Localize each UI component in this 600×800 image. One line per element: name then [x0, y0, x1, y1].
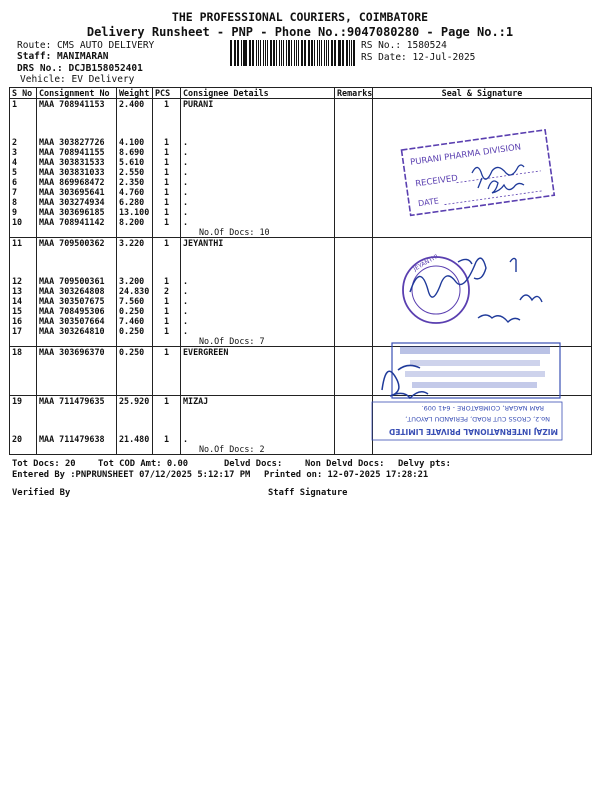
cell-consignee: PURANI	[181, 99, 335, 110]
printed-on: Printed on: 12-07-2025 17:28:21	[264, 470, 429, 480]
cell-docs-count: No.Of Docs: 10	[181, 227, 335, 238]
cell-sno: 10	[10, 217, 37, 227]
verified-by: Verified By	[12, 488, 71, 498]
cell-weight: 2.550	[117, 167, 153, 177]
cell-weight: 4.100	[117, 137, 153, 147]
cell-consignment-no: MAA 303827726	[37, 137, 117, 147]
cell-consignee: .	[181, 286, 335, 296]
cell-weight: 3.200	[117, 276, 153, 286]
cell-consignee: .	[181, 316, 335, 326]
mizaj-stamp-city: RAM NAGAR, COIMBATORE - 641 009.	[421, 404, 544, 412]
cell-consignee: JEYANTHI	[181, 238, 335, 249]
cell-weight: 21.480	[117, 434, 153, 444]
cell-sno: 19	[10, 396, 37, 407]
cell-pcs: 1	[153, 306, 181, 316]
cell-sno: 2	[10, 137, 37, 147]
cell-consignee: .	[181, 276, 335, 286]
cell-weight: 24.830	[117, 286, 153, 296]
cell-pcs: 1	[153, 99, 181, 110]
col-pcs: PCS	[153, 88, 181, 99]
cell-consignee: .	[181, 167, 335, 177]
cell-sno: 11	[10, 238, 37, 249]
cell-weight: 7.560	[117, 296, 153, 306]
cell-consignment-no: MAA 708495306	[37, 306, 117, 316]
runsheet-subtitle: Delivery Runsheet - PNP - Phone No.:9047080280 - Page No.:1	[86, 25, 514, 39]
cell-pcs: 1	[153, 197, 181, 207]
evergreen-signature	[382, 365, 428, 398]
drs-number: DRS No.: DCJB158052401	[17, 63, 143, 74]
cell-pcs: 1	[153, 238, 181, 249]
jeyanthi-seal	[403, 253, 469, 323]
cell-pcs: 1	[153, 177, 181, 187]
cell-consignment-no: MAA 303264810	[37, 326, 117, 336]
cell-pcs: 1	[153, 296, 181, 306]
cell-docs-count: No.Of Docs: 2	[181, 444, 335, 455]
cell-sno: 16	[10, 316, 37, 326]
cell-sno: 17	[10, 326, 37, 336]
rs-number: RS No.: 1580524	[361, 40, 447, 51]
cell-pcs: 1	[153, 326, 181, 336]
cell-sno: 6	[10, 177, 37, 187]
cell-weight: 25.920	[117, 396, 153, 407]
cell-consignee: MIZAJ	[181, 396, 335, 407]
cell-sno: 18	[10, 347, 37, 358]
cell-consignee: .	[181, 197, 335, 207]
purani-handwriting	[472, 165, 524, 193]
cell-weight: 8.690	[117, 147, 153, 157]
cell-consignment-no: MAA 708941155	[37, 147, 117, 157]
cell-consignee: .	[181, 434, 335, 444]
delvy-pts: Delvy pts:	[398, 459, 451, 469]
cell-consignment-no: MAA 708941153	[37, 99, 117, 110]
vehicle-label: Vehicle: EV Delivery	[20, 74, 135, 85]
entered-by: Entered By :PNPRUNSHEET 07/12/2025 5:12:17 PM	[12, 470, 251, 480]
cell-consignment-no: MAA 708941142	[37, 217, 117, 227]
cell-consignment-no: MAA 303831533	[37, 157, 117, 167]
cell-pcs: 1	[153, 347, 181, 358]
cell-consignment-no: MAA 869968472	[37, 177, 117, 187]
cell-pcs: 1	[153, 187, 181, 197]
mizaj-stamp	[372, 402, 562, 440]
cell-consignment-no: MAA 303264808	[37, 286, 117, 296]
cell-sno: 14	[10, 296, 37, 306]
cell-sno: 20	[10, 434, 37, 444]
staff-signature: Staff Signature	[268, 488, 348, 498]
col-remarks: Remarks	[335, 88, 373, 99]
cell-pcs: 1	[153, 207, 181, 217]
cell-sno: 9	[10, 207, 37, 217]
cell-sno: 5	[10, 167, 37, 177]
cell-pcs: 1	[153, 147, 181, 157]
cell-consignee: .	[181, 217, 335, 227]
cell-pcs: 1	[153, 217, 181, 227]
cell-consignee: .	[181, 306, 335, 316]
cell-consignment-no: MAA 303696185	[37, 207, 117, 217]
cell-pcs: 2	[153, 286, 181, 296]
purani-stamp	[402, 130, 555, 216]
cell-consignment-no: MAA 711479638	[37, 434, 117, 444]
cell-consignment-no: MAA 303274934	[37, 197, 117, 207]
cell-consignee: .	[181, 187, 335, 197]
cell-sno: 13	[10, 286, 37, 296]
cell-sno: 7	[10, 187, 37, 197]
col-sno: S No	[10, 88, 37, 99]
jeyanthi-signature	[410, 258, 542, 322]
cell-pcs: 1	[153, 316, 181, 326]
cell-weight: 3.220	[117, 238, 153, 249]
cell-sno: 3	[10, 147, 37, 157]
cell-sno: 15	[10, 306, 37, 316]
cell-consignment-no: MAA 303696370	[37, 347, 117, 358]
mizaj-stamp-address: No.2, CROSS CUT ROAD, PERIANDU LAYOUT,	[405, 415, 550, 423]
cell-consignment-no: MAA 303831033	[37, 167, 117, 177]
cell-consignee: .	[181, 157, 335, 167]
cell-sno: 12	[10, 276, 37, 286]
evergreen-stamp	[392, 343, 560, 398]
cell-docs-count: No.Of Docs: 7	[181, 336, 335, 347]
cell-weight: 7.460	[117, 316, 153, 326]
col-consignee: Consignee Details	[181, 88, 335, 99]
cell-sno: 1	[10, 99, 37, 110]
cell-consignment-no: MAA 303507664	[37, 316, 117, 326]
purani-stamp-date: DATE	[417, 196, 440, 209]
cell-pcs: 1	[153, 167, 181, 177]
cell-pcs: 1	[153, 137, 181, 147]
cell-weight: 2.350	[117, 177, 153, 187]
cell-consignment-no: MAA 303695641	[37, 187, 117, 197]
cell-consignment-no: MAA 709500362	[37, 238, 117, 249]
purani-stamp-received: RECEIVED	[414, 173, 459, 190]
cell-pcs: 1	[153, 276, 181, 286]
cell-weight: 6.280	[117, 197, 153, 207]
cell-pcs: 1	[153, 396, 181, 407]
cell-weight: 13.100	[117, 207, 153, 217]
cell-weight: 0.250	[117, 306, 153, 316]
cell-consignee: .	[181, 296, 335, 306]
purani-stamp-title: PURANI PHARMA DIVISION	[409, 142, 522, 168]
cell-weight: 4.760	[117, 187, 153, 197]
col-seal: Seal & Signature	[373, 88, 592, 99]
staff-label: Staff: MANIMARAN	[17, 51, 109, 62]
cell-consignment-no: MAA 711479635	[37, 396, 117, 407]
cell-weight: 0.250	[117, 347, 153, 358]
cell-consignment-no: MAA 709500361	[37, 276, 117, 286]
svg-text:JEYANTHI: JEYANTHI	[412, 253, 440, 273]
col-consignment: Consignment No	[37, 88, 117, 99]
cell-consignee: EVERGREEN	[181, 347, 335, 358]
cell-weight: 0.250	[117, 326, 153, 336]
route-label: Route: CMS AUTO DELIVERY	[17, 40, 155, 51]
cell-weight: 5.610	[117, 157, 153, 167]
cell-consignee: .	[181, 137, 335, 147]
cell-consignee: .	[181, 207, 335, 217]
cell-consignee: .	[181, 177, 335, 187]
cell-consignee: .	[181, 326, 335, 336]
cell-pcs: 1	[153, 157, 181, 167]
rs-date: RS Date: 12-Jul-2025	[361, 52, 476, 63]
mizaj-stamp-name: MIZAJ INTERNATIONAL PRIVATE LIMITED	[389, 427, 558, 436]
tot-cod: Tot COD Amt: 0.00	[98, 459, 189, 469]
cell-sno: 8	[10, 197, 37, 207]
col-weight: Weight	[117, 88, 153, 99]
delvd-docs: Delvd Docs:	[224, 459, 283, 469]
cell-sno: 4	[10, 157, 37, 167]
cell-consignee: .	[181, 147, 335, 157]
company-title: THE PROFESSIONAL COURIERS, COIMBATORE	[171, 10, 429, 24]
tot-docs: Tot Docs: 20	[12, 459, 76, 469]
cell-pcs: 1	[153, 434, 181, 444]
cell-weight: 8.200	[117, 217, 153, 227]
cell-weight: 2.400	[117, 99, 153, 110]
non-delvd-docs: Non Delvd Docs:	[305, 459, 385, 469]
cell-consignment-no: MAA 303507675	[37, 296, 117, 306]
